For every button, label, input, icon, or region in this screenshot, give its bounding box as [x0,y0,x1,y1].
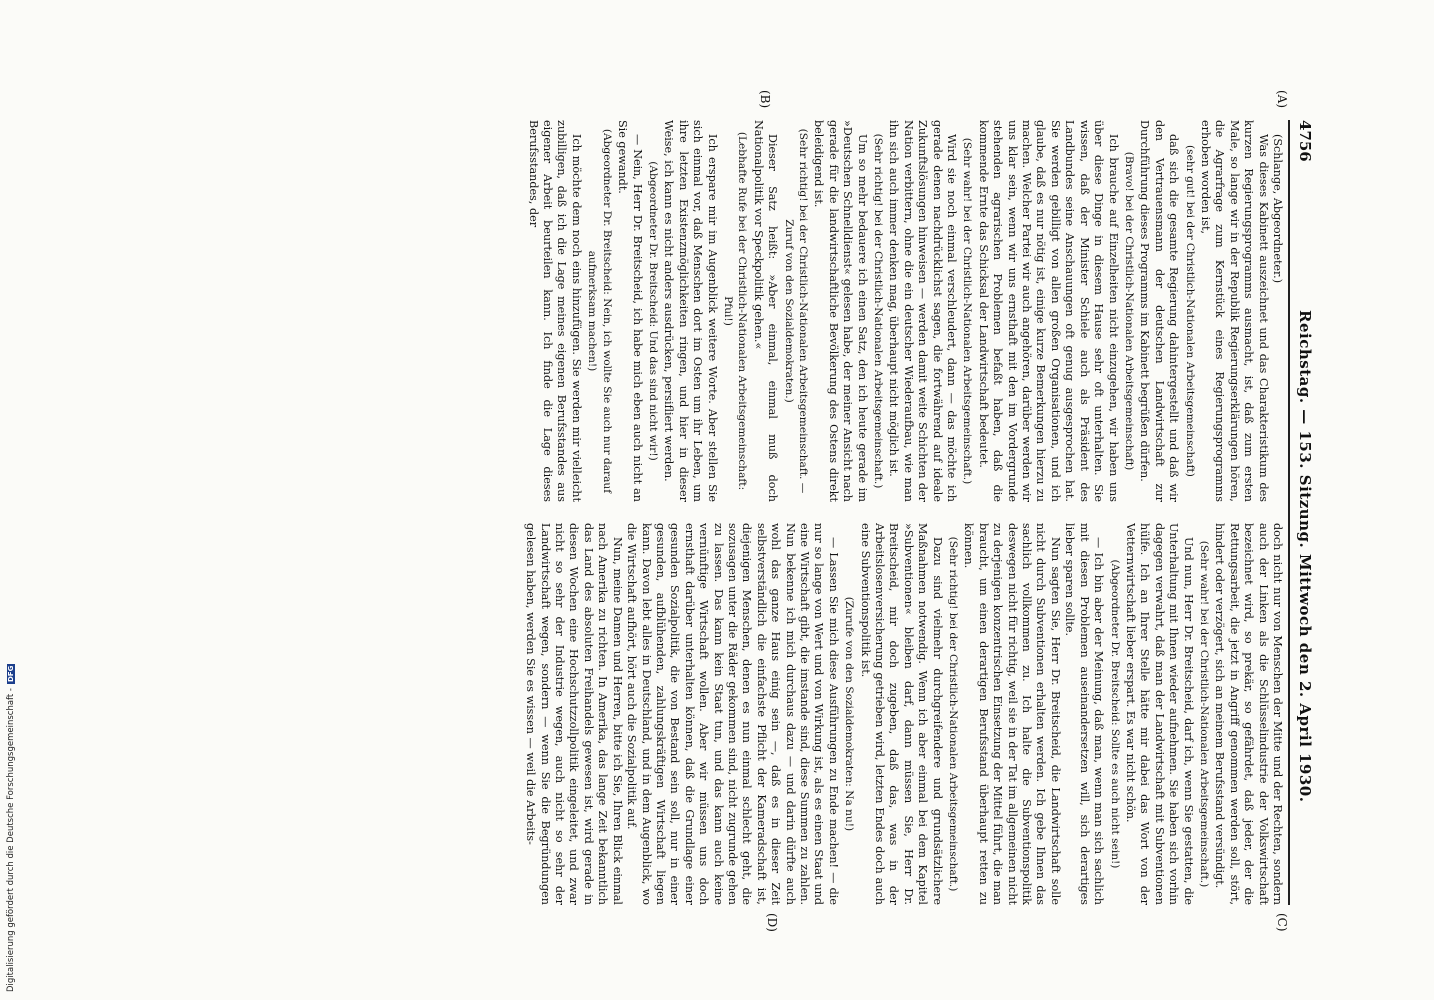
interjection: (Abgeordneter Dr. Breitscheid: Nein, ich wollte Sie auch nur darauf aufmerksam machen!) [586,128,613,494]
paragraph: daß sich die gesamte Regierung dahintergestellt und daß wir den Vertrauensmann der deutschen Landwirtschaft zur Durchführung dieses Programms im Kabinett begrüßen dürfen. [1138,120,1181,502]
interjection: (Abgeordneter Dr. Breitscheid: Und das sind nicht wir!) [646,161,659,461]
paragraph: Nun, meine Damen und Herren, bitte ich Sie, Ihren Blick einmal nach Amerika zu richten. In Amerika, das lange Zeit bekanntlich das Land des absoluten Freihandels gewesen ist, wird gerade in diesen Wochen eine Hochschutzzollpolitik eingeleitet, und zwar nicht so sehr der Industrie wegen, auch nicht so sehr der Landwirtschaft wegen, sondern — wenn Sie die Begründungen gelesen haben, werden Sie es wissen — weil die Arbeits- [524,523,624,905]
dfg-logo: DFG [6,665,15,683]
margin-marker-b: (B) [758,90,772,109]
paragraph: Nun sagten Sie, Herr Dr. Breitscheid, die Landwirtschaft solle nicht durch Subventionen erhalten werden. Ich gebe Ihnen das sachlich vollkommen zu. Ich halte die Subventionspolitik deswegen nicht für richtig, weil sie in der Tat im allgemeinen nicht zu derjenigen konzentrischen Einsetzung der Mittel führt, die man braucht, um einen derartigen Berufsstand überhaupt retten zu können. [962,523,1062,905]
paragraph: (Schlange, Abgeordneter.) [1271,134,1284,284]
margin-marker-d: (D) [765,913,779,932]
paragraph: — Ich bin aber der Meinung, daß man, wenn man sich sachlich mit diesen Problemen auseinandersetzen will, sich derartiges lieber sparen sollte. [1063,523,1106,905]
paragraph: — Lassen Sie mich diese Ausführungen zu Ende machen! — die nur so lange von Wert und von Wirkung ist, als es einen Staat und eine Wirtschaft gibt, die imstande sind, diese Summen zu zahlen. Nun bekenne ich mich durchaus dazu — und darin dürfte auch wohl das ganze Haus einig sein —, daß es in dieser Zeit selbstverständlich die einfachste Pflicht der Kameradschaft ist, diejenigen Menschen, denen es nun einmal schlecht geht, die sozusagen unter die Räder gekommen sind, nicht zugrunde gehen zu lassen. Das kann kein Staat tun, und das kann auch keine vernünftige Wirtschaft wollen. Aber wir müssen uns doch ernsthaft darüber unterhalten können, daß die Grundlage einer gesunden Sozialpolitik, die von Bestand sein soll, nur in einer gesunden, aufblühenden, zahlungskräftigen Wirtschaft liegen kann. Davon lebt alles in Deutschland, und in dem Augenblick, wo die Wirtschaft aufhört, hört auch die Sozialpolitik auf. [625,523,840,905]
running-title: Reichstag. — 153. Sitzung. Mittwoch den 2. April 1930. [1296,310,1314,803]
credit-text: Digitalisierung gefördert durch die Deutsche Forschungsgemeinschaft - [6,688,16,992]
paragraph: Ich brauche auf Einzelheiten nicht einzugehen, wir haben uns über diese Dinge in diesem Hause sehr oft unterhalten. Sie wissen, daß der Minister Schiele auch als Präsident des Landbundes seine Anschauungen oft genug ausgesprochen hat. Sie werden gebilligt von allen großen Organisationen, und ich glaube, daß es nur nötig ist, einige kurze Bemerkungen hierzu zu machen. Welcher Partei wir auch angehören, darüber werden wir uns klar sein, wenn wir uns ernsthaft mit den im Vordergrunde stehenden agrarischen Problemen befaßt haben, daß die kommende Ernte das Schicksal der Landwirtschaft bedeutet. [976,120,1120,502]
paragraph: doch nicht nur von Menschen der Mitte und der Rechten, sondern auch der Linken als die Schlüsselindustrie der Volkswirtschaft bezeichnet wird, so prekär, so gefährdet, daß jeder, der die Rettungsarbeit, die jetzt in Angriff genommen werden soll, stört, hindert oder verzögert, sich an meinem Berufsstand versündigt. [1213,523,1284,905]
interjection: (Sehr richtig! bei der Christlich-Nationalen Arbeitsgemeinschaft.) [872,133,885,489]
left-column [124,120,1284,502]
interjection: (Sehr wahr! bei der Christlich-Nationalen Arbeitsgemeinschaft.) [1197,540,1210,888]
page-number: 4756 [1296,120,1314,162]
paragraph: — Nein, Herr Dr. Breitscheid, ich habe mich eben auch nicht an Sie gewandt. [616,120,644,502]
interjection: (Bravo! bei der Christlich-Nationalen Arbeitsgemeinschaft) [1122,151,1135,471]
paragraph: Um so mehr bedauere ich einen Satz, den ich heute gerade im »Deutschen Schnelldienst« gelesen habe, der meiner Ansicht nach gerade für die landwirtschaftliche Bevölkerung des Ostens direkt beleidigend ist. [812,120,869,502]
interjection: (Lebhafte Rufe bei der Christlich-Nationalen Arbeitsgemeinschaft: Pfui!) [721,131,749,491]
interjection: (Sehr richtig! bei der Christlich-Nationalen Arbeitsgemeinschaft. — Zuruf von den Sozialdemokraten.) [782,128,809,494]
paragraph: Ich erspare mir im Augenblick weitere Worte. Aber stellen Sie sich einmal vor, daß Menschen dort im Osten um ihr Leben, um ihre letzten Existenzmöglichkeiten ringen, und hier in dieser Weise, ich kann es nicht anders ausdrücken, persifliert werden. [662,120,719,502]
paragraph: Was dieses Kabinett auszeichnet und das Charakteristikum des kurzen Regierungsprogramms ausmacht, ist, daß zum ersten Male, so lange wir in der Republik Regierungserklärungen hören, die Agrarfrage zum Kernstück eines Regierungsprogramms erhoben worden ist, [1198,120,1270,502]
digitization-credit [6,664,16,992]
interjection: (Sehr richtig! bei der Christlich-Nationalen Arbeitsgemeinschaft.) [947,536,960,892]
paragraph: Dazu sind vielmehr durchgreifendere und grundsätzlichere Maßnahmen notwendig. Wenn ich aber einmal bei dem Kapitel »Subventionen« bleiben darf, dann müssen Sie, Herr Dr. Breitscheid, mir doch zugeben, daß das, was in der Arbeitslosenversicherung getrieben wird, letzten Endes doch auch eine Subventionspolitik ist. [858,523,944,905]
paragraph: Ich möchte dem noch eins hinzufügen. Sie werden mir vielleicht zubilligen, daß ich die Lage meines eigenen Berufsstandes aus eigener Arbeit beurteilen kann. Ich finde die Lage dieses Berufsstandes, der [526,120,583,502]
header-rule [1288,120,1290,905]
paragraph: Und nun, Herr Dr. Breitscheid, darf ich, wenn Sie gestatten, die Unterhaltung mit Ihnen wieder aufnehmen. Sie haben sich vorhin dagegen verwahrt, daß man der Landwirtschaft mit Subventionen hülfe. Ich an Ihrer Stelle hätte mir dabei das Wort von der Vetternwirtschaft lieber erspart. Es war nicht schön. [1123,523,1195,905]
interjection: (sehr gut! bei der Christlich-Nationalen Arbeitsgemeinschaft) [1183,145,1196,477]
interjection: (Zurufe von den Sozialdemokraten: Na nu!) [843,596,856,832]
paragraph: Dieser Satz heißt: »Aber einmal, einmal muß doch Nationalpolitik vor Speckpolitik gehen.« [751,120,780,502]
margin-marker-c: (C) [1275,913,1289,932]
paragraph: Wird sie noch einmal verschleudert, dann — das möchte ich gerade denen nachdrücklichst sagen, die fortwährend auf ideale Zukunftslösungen hinweisen — werden damit weite Schichten der Nation verbittern, ohne die ein deutscher Wiederaufbau, wie man ihn sich auch immer denken mag, überhaupt nicht möglich ist. [887,120,959,502]
running-header [1294,120,1314,905]
text-block [114,90,1314,932]
right-column [124,523,1284,905]
margin-marker-a: (A) [1275,90,1289,109]
interjection: (Abgeordneter Dr. Breitscheid: Sollte es auch nicht sein!) [1108,559,1121,869]
interjection: (Sehr wahr! bei der Christlich-Nationalen Arbeitsgemeinschaft.) [961,137,974,485]
